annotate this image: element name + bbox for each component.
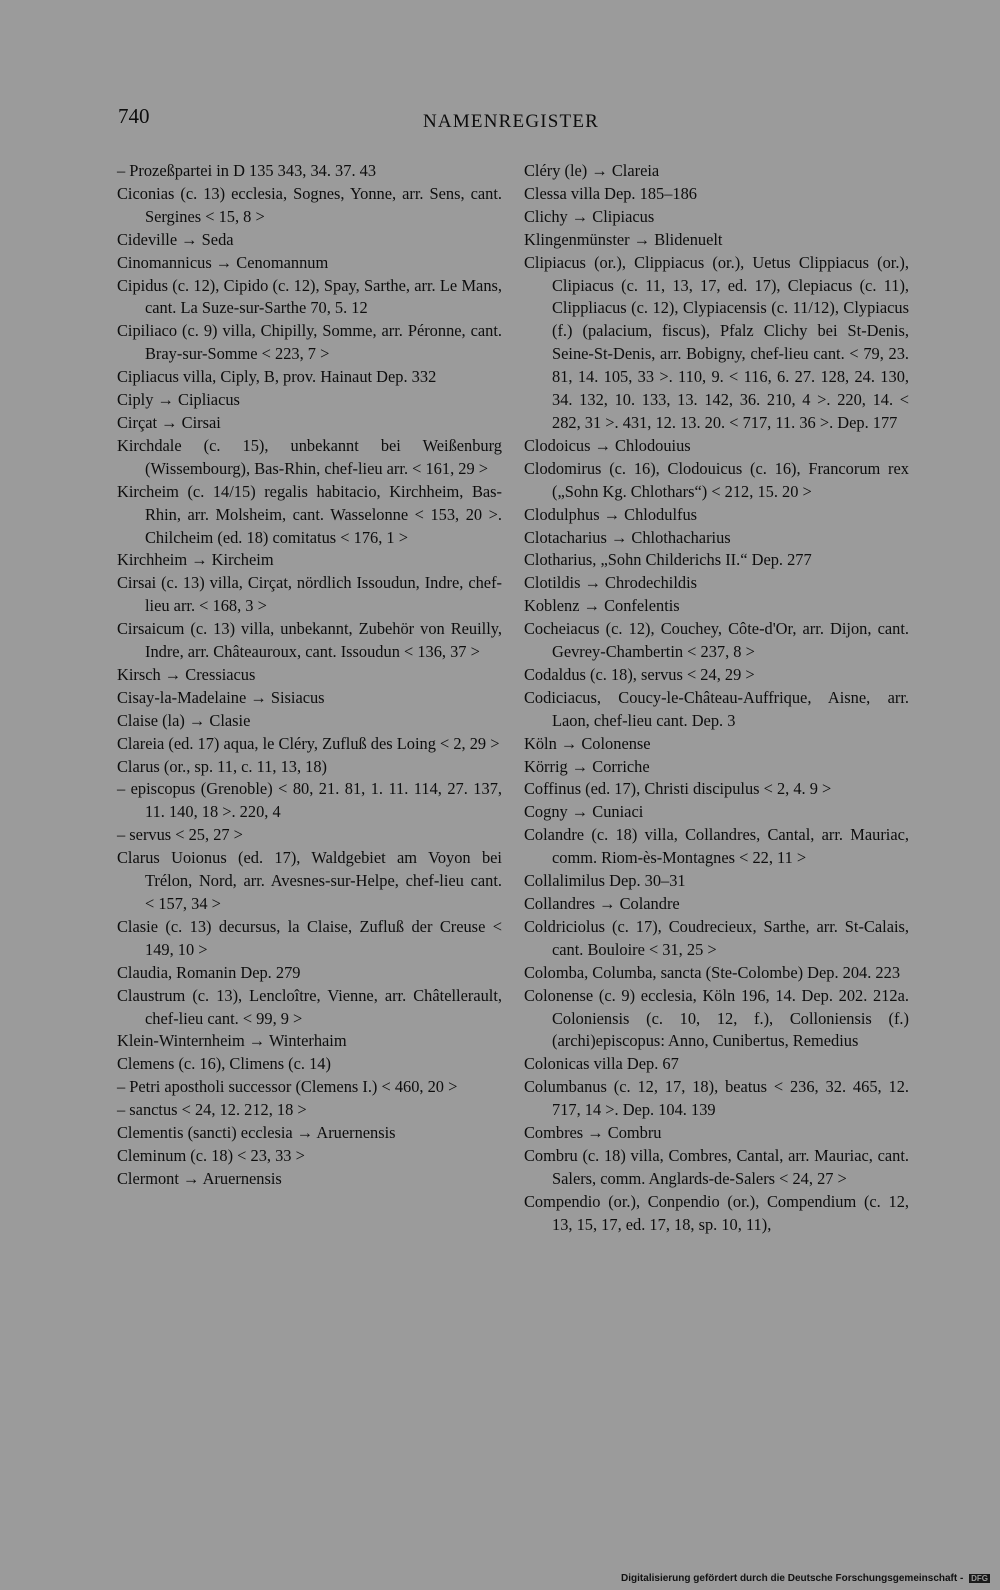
index-entry: Cleminum (c. 18) < 23, 33 > xyxy=(117,1145,305,1165)
index-entry: Koblenz → Confelentis xyxy=(524,596,680,616)
index-entry: Cirsaicum (c. 13) villa, unbekannt, Zubehör von Reuilly, Indre, arr. Châteauroux, cant. Issoudun < 136, 37 > xyxy=(117,619,502,662)
index-entry: Kircheim (c. 14/15) regalis habitacio, Kirchheim, Bas-Rhin, arr. Molsheim, cant. Wasselonne < 153, 20 >. Chilcheim (ed. 18) comitatus < 176, 1 > xyxy=(117,481,502,547)
index-entry: Cipliacus villa, Ciply, B, prov. Hainaut Dep. 332 xyxy=(117,367,437,387)
index-entry: Claudia, Romanin Dep. 279 xyxy=(117,962,301,982)
index-column-left xyxy=(117,160,502,1191)
index-entry: Clarus Uoionus (ed. 17), Waldgebiet am Voyon bei Trélon, Nord, arr. Avesnes-sur-Helpe, chef-lieu cant. < 157, 34 > xyxy=(117,848,502,913)
index-entry: Clotildis → Chrodechildis xyxy=(524,573,698,593)
index-entry: Cirçat → Cirsai xyxy=(117,412,221,432)
index-entry: Ciply → Cipliacus xyxy=(117,390,240,410)
index-entry: Codaldus (c. 18), servus < 24, 29 > xyxy=(524,664,755,684)
index-entry: Clodoicus → Chlodouius xyxy=(524,435,691,455)
index-entry: Clotacharius → Chlothacharius xyxy=(524,527,731,547)
index-entry: Cléry (le) → Clareia xyxy=(524,161,660,180)
index-entry: Cideville → Seda xyxy=(117,229,234,249)
index-entry: Collalimilus Dep. 30–31 xyxy=(524,871,686,891)
index-entry: Claustrum (c. 13), Lencloître, Vienne, arr. Châtellerault, chef-lieu cant. < 99, 9 > xyxy=(117,985,502,1028)
index-entry: Ciconias (c. 13) ecclesia, Sognes, Yonne, arr. Sens, cant. Sergines < 15, 8 > xyxy=(117,183,502,226)
index-entry: Clodomirus (c. 16), Clodouicus (c. 16), Francorum rex („Sohn Kg. Chlothars“) < 212, 15. 20 > xyxy=(524,458,909,501)
index-entry: Körrig → Corriche xyxy=(524,756,650,776)
index-entry: Cipiliaco (c. 9) villa, Chipilly, Somme, arr. Péronne, cant. Bray-sur-Somme < 223, 7 > xyxy=(117,321,502,364)
index-entry: Clementis (sancti) ecclesia → Aruernensis xyxy=(117,1123,396,1143)
index-entry: Collandres → Colandre xyxy=(524,894,680,913)
index-entry: – Prozeßpartei in D 135 343, 34. 37. 43 xyxy=(117,161,377,180)
index-entry: – servus < 25, 27 > xyxy=(117,825,243,845)
index-entry: Köln → Colonense xyxy=(524,733,651,753)
index-entry: Clichy → Clipiacus xyxy=(524,206,655,226)
index-entry: Colonense (c. 9) ecclesia, Köln 196, 14. Dep. 202. 212a. Coloniensis (c. 10, 12, f.), Colloniensis (f.) (archi)episcopus: Anno, Cunibertus, Remedius xyxy=(524,985,909,1051)
index-entry: Coldriciolus (c. 17), Coudrecieux, Sarthe, arr. St-Calais, cant. Bouloire < 31, 25 > xyxy=(524,916,909,959)
index-entry: – sanctus < 24, 12. 212, 18 > xyxy=(117,1100,307,1120)
index-entry: Cogny → Cuniaci xyxy=(524,802,644,822)
index-entry: Clasie (c. 13) decursus, la Claise, Zufluß der Creuse < 149, 10 > xyxy=(117,916,502,959)
index-entry: Cipidus (c. 12), Cipido (c. 12), Spay, Sarthe, arr. Le Mans, cant. La Suze-sur-Sarthe 70, 5. 12 xyxy=(117,275,502,318)
index-entry: Clipiacus (or.), Clippiacus (or.), Uetus Clippiacus (or.), Clipiacus (c. 11, 13, 17, ed. 17), Clepiacus (c. 11), Clippliacus (c. 12), Clypiacensis (c. 11/12), Clypiacus (f.) (palacium, fiscus), Pfalz Clichy bei St-Denis, Seine-St-Denis, arr. Bobigny, chef-lieu cant. < 79, 23. 81, 14. 105, 33 >. 110, 9. < 116, 6. 27. 128, 24. 130, 34. 132, 10. 133, 13. 142, 36. 210, 4 >. 220, 14. < 282, 31 >. 431, 12. 13. 20. < 717, 11. 36 >. Dep. 177 xyxy=(524,252,909,432)
index-entry: Codiciacus, Coucy-le-Château-Auffrique, Aisne, arr. Laon, chef-lieu cant. Dep. 3 xyxy=(524,687,909,730)
index-entry: Kirsch → Cressiacus xyxy=(117,664,256,684)
index-entry: Clessa villa Dep. 185–186 xyxy=(524,183,697,203)
index-entry: Columbanus (c. 12, 17, 18), beatus < 236, 32. 465, 12. 717, 14 >. Dep. 104. 139 xyxy=(524,1077,909,1120)
index-entry: – Petri apostholi successor (Clemens I.) < 460, 20 > xyxy=(117,1077,458,1097)
running-header: NAMENREGISTER xyxy=(423,111,600,132)
index-entry: Colandre (c. 18) villa, Collandres, Cantal, arr. Mauriac, comm. Riom-ès-Montagnes < 22, 11 > xyxy=(524,825,909,868)
index-entry: Clareia (ed. 17) aqua, le Cléry, Zufluß des Loing < 2, 29 > xyxy=(117,733,500,753)
index-entry: Cisay-la-Madelaine → Sisiacus xyxy=(117,687,325,707)
index-column-right xyxy=(524,160,909,1237)
page-number: 740 xyxy=(118,104,150,128)
index-entry: Colonicas villa Dep. 67 xyxy=(524,1054,679,1074)
index-entry: Clemens (c. 16), Climens (c. 14) xyxy=(117,1054,331,1074)
footer-text: Digitalisierung gefördert durch die Deutsche Forschungsgemeinschaft xyxy=(621,1573,958,1584)
index-entry: Klein-Winternheim → Winterhaim xyxy=(117,1031,347,1051)
index-entry: Cocheiacus (c. 12), Couchey, Côte-d'Or, arr. Dijon, cant. Gevrey-Chambertin < 237, 8 > xyxy=(524,619,909,662)
index-entry: Klingenmünster → Blidenuelt xyxy=(524,229,723,249)
index-entry: Clarus (or., sp. 11, c. 11, 13, 18) xyxy=(117,756,328,776)
index-entry: Compendio (or.), Conpendio (or.), Compendium (c. 12, 13, 15, 17, ed. 17, 18, sp. 10, 11), xyxy=(524,1191,909,1234)
index-entry: Colomba, Columba, sancta (Ste-Colombe) Dep. 204. 223 xyxy=(524,962,901,982)
index-entry: Clermont → Aruernensis xyxy=(117,1168,282,1188)
index-entry: Claise (la) → Clasie xyxy=(117,710,251,730)
index-entry: – episcopus (Grenoble) < 80, 21. 81, 1. 11. 114, 27. 137, 11. 140, 18 >. 220, 4 xyxy=(117,779,502,822)
index-entry: Coffinus (ed. 17), Christi discipulus < 2, 4. 9 > xyxy=(524,779,832,799)
index-entry: Cirsai (c. 13) villa, Cirçat, nördlich Issoudun, Indre, chef-lieu arr. < 168, 3 > xyxy=(117,573,502,616)
index-entry: Combru (c. 18) villa, Combres, Cantal, arr. Mauriac, cant. Salers, comm. Anglards-de-Salers < 24, 27 > xyxy=(524,1145,909,1188)
index-entry: Kirchheim → Kircheim xyxy=(117,550,274,570)
index-entry: Cinomannicus → Cenomannum xyxy=(117,252,329,272)
index-entry: Clotharius, „Sohn Childerichs II.“ Dep. 277 xyxy=(524,550,812,570)
digitization-footer: Digitalisierung gefördert durch die Deutsche Forschungsgemeinschaft - DFG xyxy=(621,1573,988,1584)
index-entry: Combres → Combru xyxy=(524,1123,662,1143)
index-entry: Kirchdale (c. 15), unbekannt bei Weißenburg (Wissembourg), Bas-Rhin, chef-lieu arr. < 161, 29 > xyxy=(117,435,502,478)
dfg-logo: DFG xyxy=(971,1573,988,1583)
index-entry: Clodulphus → Chlodulfus xyxy=(524,504,698,524)
